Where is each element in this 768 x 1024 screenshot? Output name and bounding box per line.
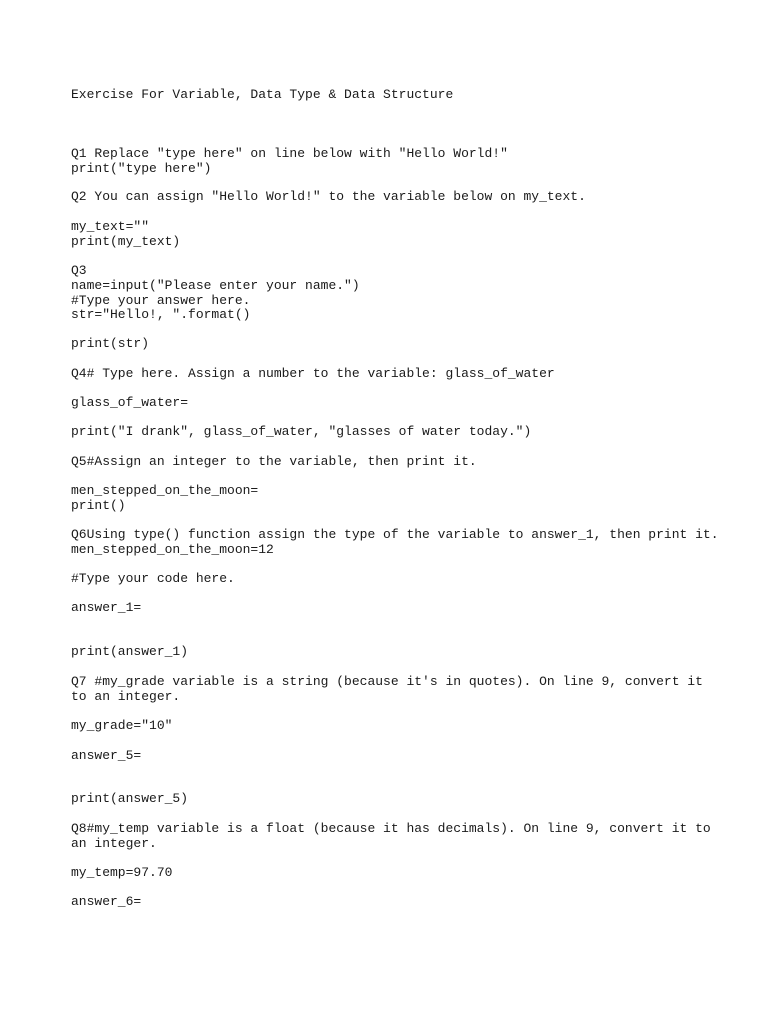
q5-code-line: men_stepped_on_the_moon= [71,483,259,498]
q8-prompt-continued: an integer. [71,836,157,851]
q6-comment: #Type your code here. [71,571,235,586]
q8-prompt: Q8#my_temp variable is a float (because it has decimals). On line 9, convert it to [71,821,711,836]
q4-code-line: glass_of_water= [71,395,189,410]
q4-prompt: Q4# Type here. Assign a number to the variable: glass_of_water [71,366,555,381]
q7-code-line: print(answer_5) [71,791,189,806]
q6-code-line: print(answer_1) [71,644,189,659]
q1-prompt: Q1 Replace "type here" on line below with "Hello World!" [71,146,508,161]
q3-code-line: str="Hello!, ".format() [71,307,251,322]
q5-code-line: print() [71,498,126,513]
q6-code-line: men_stepped_on_the_moon=12 [71,542,274,557]
q7-code-line: answer_5= [71,748,142,763]
q7-code-line: my_grade="10" [71,718,173,733]
q3-code-line: print(str) [71,336,150,351]
q3-prompt: Q3 [71,263,87,278]
document-title: Exercise For Variable, Data Type & Data Structure [71,87,454,102]
q3-comment: #Type your answer here. [71,293,251,308]
q2-prompt: Q2 You can assign "Hello World!" to the variable below on my_text. [71,189,586,204]
q7-prompt: Q7 #my_grade variable is a string (because it's in quotes). On line 9, convert it [71,674,703,689]
q8-code-line: my_temp=97.70 [71,865,173,880]
q3-code-line: name=input("Please enter your name.") [71,278,360,293]
q2-code-line: my_text="" [71,219,150,234]
q6-prompt: Q6Using type() function assign the type of the variable to answer_1, then print it. [71,527,719,542]
q2-code-line: print(my_text) [71,234,181,249]
q1-code: print("type here") [71,161,212,176]
q5-prompt: Q5#Assign an integer to the variable, then print it. [71,454,477,469]
q6-code-line: answer_1= [71,600,142,615]
q8-code-line: answer_6= [71,894,142,909]
q7-prompt-continued: to an integer. [71,689,181,704]
q4-code-line: print("I drank", glass_of_water, "glasses of water today.") [71,424,532,439]
